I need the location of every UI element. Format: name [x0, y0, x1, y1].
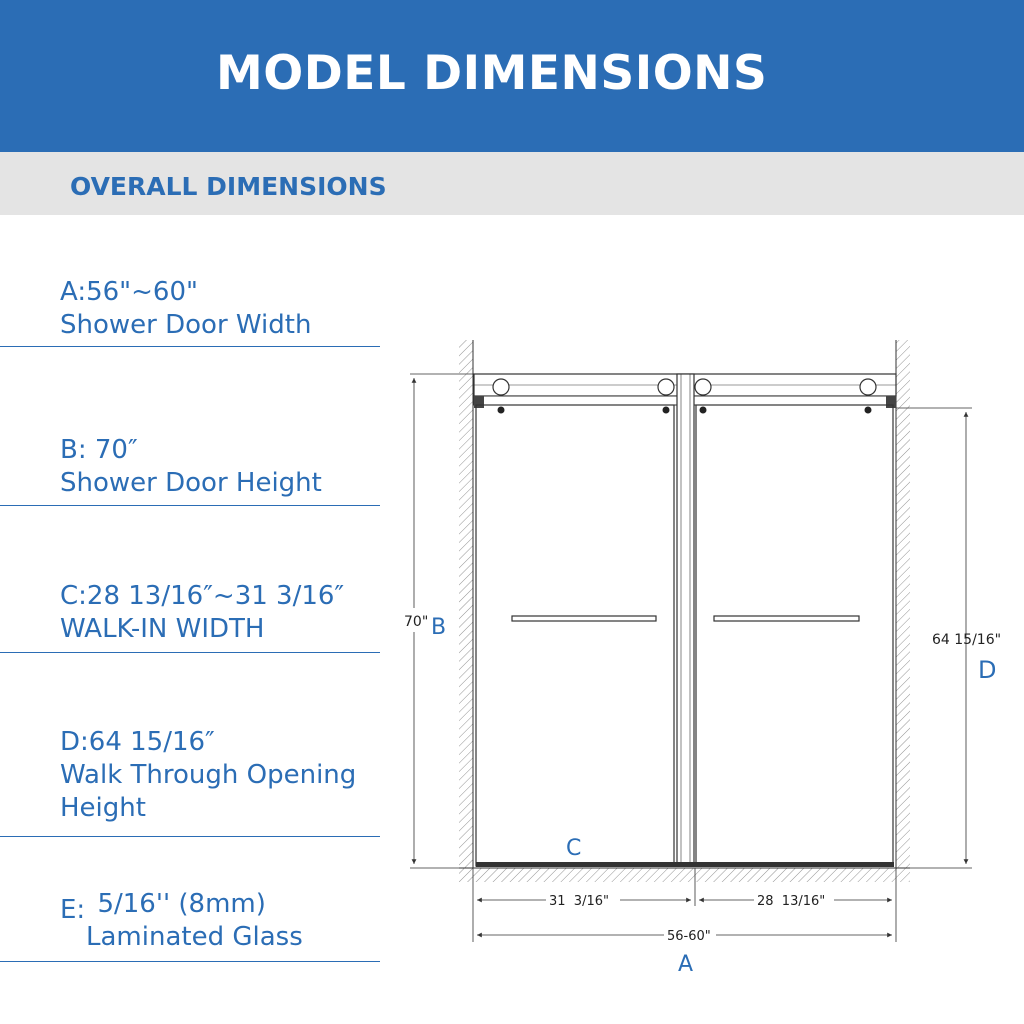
width-value-label: 56-60" — [667, 929, 711, 944]
roller — [860, 379, 876, 395]
spec-height-label: Shower Door Height — [60, 468, 322, 498]
page-title: MODEL DIMENSIONS — [216, 46, 768, 101]
roller — [493, 379, 509, 395]
left-panel-label: 31 3/16" — [549, 894, 609, 909]
spec-opening-label: Walk Through Opening — [60, 760, 357, 790]
height-letter-label: B — [431, 615, 447, 640]
right-panel-label: 28 13/16" — [757, 894, 826, 909]
floor — [459, 868, 910, 882]
spec-walkin-label: WALK-IN WIDTH — [60, 614, 265, 644]
left-towel-bar — [512, 616, 656, 621]
right-towel-bar — [714, 616, 859, 621]
spec-opening-label-2: Height — [60, 793, 146, 823]
stopper — [498, 407, 505, 414]
spec-glass-value: 5/16'' (8mm) — [97, 889, 266, 919]
left-glass-panel — [476, 405, 674, 866]
spec-width-label: Shower Door Width — [60, 310, 312, 340]
left-wall — [459, 340, 473, 868]
wall-bracket — [886, 396, 896, 408]
opening-value-label: 64 15/16" — [932, 632, 1002, 648]
spec-width-value: A:56"~60" — [60, 277, 198, 307]
bottom-guide — [476, 862, 894, 867]
spec-glass-code: E: — [60, 895, 86, 925]
section-title: OVERALL DIMENSIONS — [70, 172, 387, 201]
walkin-letter-label: C — [566, 836, 582, 861]
spec-glass-label: Laminated Glass — [86, 922, 303, 952]
center-frame — [677, 374, 694, 866]
spec-opening-value: D:64 15/16″ — [60, 727, 215, 757]
width-letter-label: A — [678, 952, 694, 977]
roller — [658, 379, 674, 395]
roller — [695, 379, 711, 395]
opening-letter-label: D — [978, 656, 997, 684]
stopper — [663, 407, 670, 414]
right-wall — [896, 340, 910, 868]
stopper — [865, 407, 872, 414]
spec-height-value: B: 70″ — [60, 435, 138, 465]
spec-walkin-value: C:28 13/16″~31 3/16″ — [60, 581, 345, 611]
stopper — [700, 407, 707, 414]
right-glass-panel — [696, 405, 893, 866]
height-value-label: 70" — [404, 614, 429, 630]
